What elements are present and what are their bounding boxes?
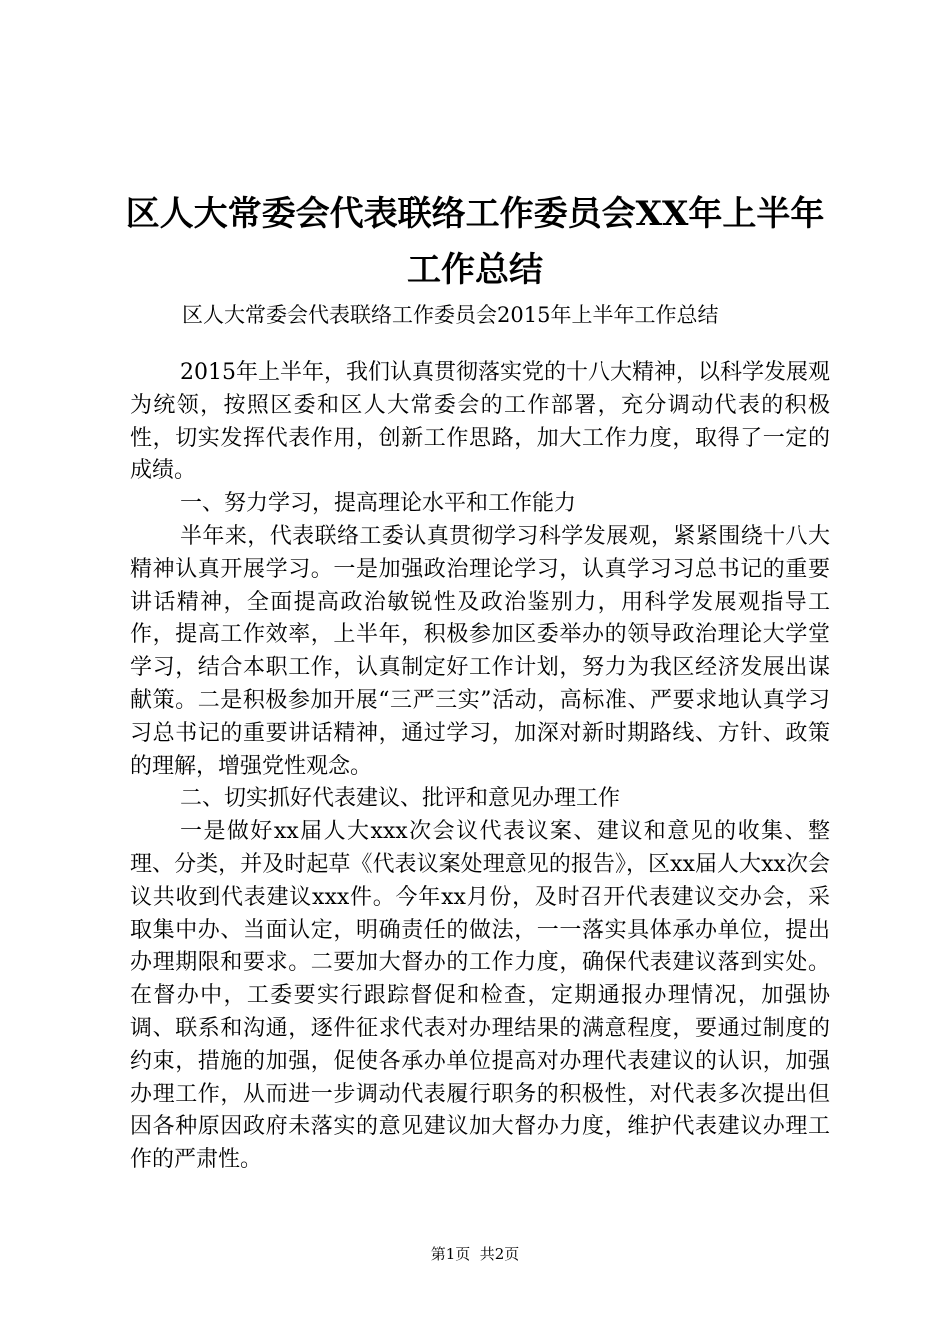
section-1-paragraph: 半年来，代表联络工委认真贯彻学习科学发展观，紧紧围绕十八大精神认真开展学习。一是加强政治理论学习，认真学习习总书记的重要讲话精神，全面提高政治敏锐性及政治鉴别力，用科学发展观指导工作，提高工作效率，上半年，积极参加区委举办的领导政治理论大学堂学习，结合本职工作，认真制定好工作计划，努力为我区经济发展出谋献策。二是积极参加开展“三严三实”活动，高标准、严要求地认真学习习总书记的重要讲话精神，通过学习，加深对新时期路线、方针、政策的理解，增强党性观念。 — [130, 523, 830, 779]
section-2-paragraph: 一是做好xx届人大xxx次会议代表议案、建议和意见的收集、整理、分类，并及时起草《代表议案处理意见的报告》，区xx届人大xx次会议共收到代表建议xxx件。今年xx月份，及时召开代表建议交办会，采取集中办、当面认定，明确责任的做法，一一落实具体承办单位，提出办理期限和要求。二要加大督办的工作力度，确保代表建议落到实处。在督办中，工委要实行跟踪督促和检查，定期通报办理情况，加强协调、联系和沟通，逐件征求代表对办理结果的满意程度，要通过制度的约束，措施的加强，促使各承办单位提高对办理代表建议的认识，加强办理工作，从而进一步调动代表履行职务的积极性，对代表多次提出但因各种原因政府未落实的意见建议加大督办力度，维护代表建议办理工作的严肃性。 — [130, 819, 830, 1173]
document-body — [130, 357, 830, 1177]
intro-paragraph: 2015年上半年，我们认真贯彻落实党的十八大精神，以科学发展观为统领，按照区委和区人大常委会的工作部署，充分调动代表的积极性，切实发挥代表作用，创新工作思路，加大工作力度，取得了一定的成绩。 — [130, 360, 830, 484]
document-subtitle: 区人大常委会代表联络工作委员会2015年上半年工作总结 — [182, 303, 719, 327]
document-title: 区人大常委会代表联络工作委员会XX年上半年工作总结 — [125, 194, 825, 290]
section-heading-2: 二、切实抓好代表建议、批评和意见办理工作 — [180, 786, 621, 812]
page-number-footer: 第1页 共2页 — [430, 1245, 520, 1263]
section-heading-1: 一、努力学习，提高理论水平和工作能力 — [180, 491, 577, 517]
